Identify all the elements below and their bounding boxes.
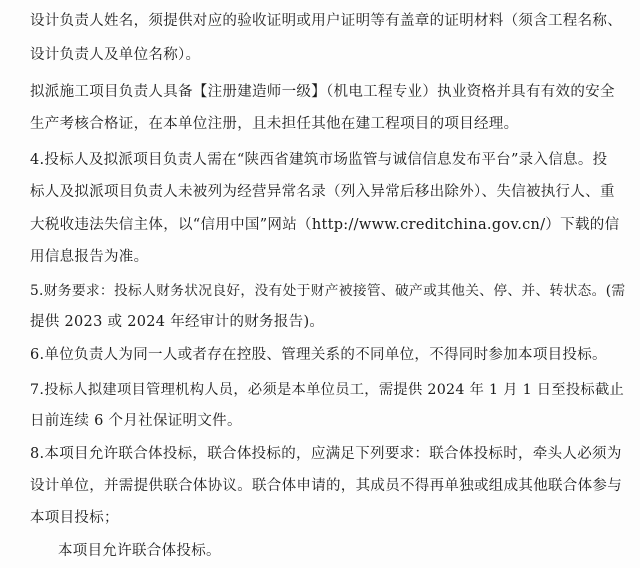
text-line: 5.财务要求：投标人财务状况良好，没有处于财产被接管、破产或其他关、停、并、转状态。(需: [30, 283, 626, 299]
text-line: 6.单位负责人为同一人或者存在控股、管理关系的不同单位，不得同时参加本项目投标。: [30, 347, 607, 363]
text-line: 拟派施工项目负责人具备【注册建造师一级】（机电工程专业）执业资格并具有有效的安全: [30, 84, 615, 100]
text-line: 提供 2023 或 2024 年经审计的财务报告)。: [30, 314, 325, 330]
text-line: 8.本项目允许联合体投标，联合体投标的，应满足下列要求：联合体投标时，牵头人必须为: [30, 446, 622, 462]
text-line: 设计负责人及单位名称）。: [30, 47, 201, 63]
text-line: 本项目投标；: [30, 510, 119, 526]
text-line: 标人及拟派项目负责人未被列为经营异常名录（列入异常后移出除外）、失信被执行人、重: [30, 184, 615, 200]
text-line: 4.投标人及拟派项目负责人需在“陕西省建筑市场监管与诚信信息发布平台”录入信息。投: [30, 152, 608, 168]
text-line: 生产考核合格证，在本单位注册，且未担任其他在建工程项目的项目经理。: [30, 116, 519, 132]
text-line: 7.投标人拟建项目管理机构人员，必须是本单位员工，需提供 2024 年 1 月 1 日至投标截止: [30, 382, 625, 398]
text-line: 本项目允许联合体投标。: [58, 543, 221, 559]
text-line: 设计负责人姓名，须提供对应的验收证明或用户证明等有盖章的证明材料（须含工程名称、: [30, 13, 622, 29]
text-line: 用信息报告为准。: [30, 249, 149, 265]
text-line: 日前连续 6 个月社保证明文件。: [30, 413, 242, 429]
text-line: 大税收违法失信主体，以“信用中国”网站（http://www.creditchina.gov.cn/）下载的信: [30, 217, 620, 233]
text-line: 设计单位，并需提供联合体协议。联合体申请的，其成员不得再单独或组成其他联合体参与: [30, 478, 622, 494]
